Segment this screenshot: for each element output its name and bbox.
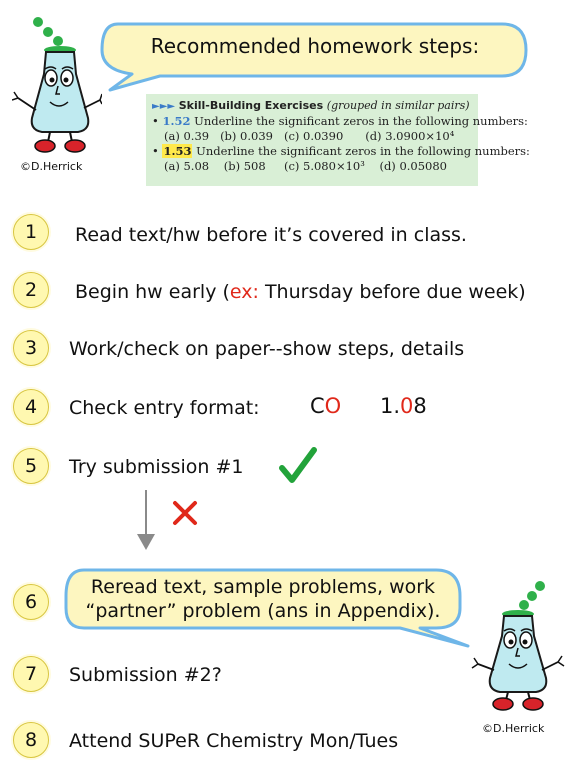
format-example-number: 1.08 bbox=[380, 394, 427, 418]
bottom-bubble-line-2: “partner” problem (ans in Appendix). bbox=[85, 600, 441, 622]
top-bubble-text: Recommended homework steps: bbox=[150, 34, 480, 58]
step-number-7: 7 bbox=[13, 656, 49, 692]
step-number-1: 1 bbox=[13, 214, 49, 250]
triple-arrow-icon: ►►► bbox=[152, 101, 176, 112]
step-text-7: Submission #2? bbox=[69, 664, 222, 686]
check-mark-icon bbox=[278, 446, 318, 484]
excerpt-parts: (a) 5.08 (b) 508 (c) 5.080×10³ (d) 0.05080 bbox=[164, 159, 447, 173]
step-number-8: 8 bbox=[13, 722, 49, 758]
step-text-2: Begin hw early (ex: Thursday before due week) bbox=[75, 281, 526, 303]
excerpt-parts: (a) 0.39 (b) 0.039 (c) 0.0390 (d) 3.0900×10⁴ bbox=[164, 129, 455, 143]
step-text-1: Read text/hw before it’s covered in class. bbox=[75, 224, 467, 246]
down-arrow-icon bbox=[134, 490, 158, 552]
x-mark-icon bbox=[172, 500, 198, 526]
format-example-co: CO bbox=[310, 394, 342, 418]
step-text-5: Try submission #1 bbox=[69, 456, 244, 478]
excerpt-heading: Skill-Building Exercises bbox=[178, 99, 324, 112]
copyright-bottom: ©D.Herrick bbox=[482, 722, 545, 735]
step-number-6: 6 bbox=[13, 584, 49, 620]
step-number-3: 3 bbox=[13, 330, 49, 366]
copyright-top: ©D.Herrick bbox=[20, 160, 83, 173]
excerpt-problem: • 1.53 Underline the significant zeros in the following numbers: bbox=[152, 144, 530, 158]
step-text-4: Check entry format: bbox=[69, 397, 260, 419]
flask-mascot-icon bbox=[470, 578, 566, 718]
step-text-3: Work/check on paper--show steps, details bbox=[69, 338, 465, 360]
textbook-excerpt bbox=[146, 94, 530, 186]
step-number-4: 4 bbox=[13, 389, 49, 425]
excerpt-heading-note: (grouped in similar pairs) bbox=[326, 99, 470, 112]
bottom-bubble-line-1: Reread text, sample problems, work bbox=[90, 576, 436, 598]
step-number-2: 2 bbox=[13, 272, 49, 308]
step-text-8: Attend SUPeR Chemistry Mon/Tues bbox=[69, 730, 399, 752]
flask-mascot-icon bbox=[12, 14, 102, 164]
example-label: ex: bbox=[229, 281, 259, 303]
excerpt-problem: • 1.52 Underline the significant zeros in the following numbers: bbox=[152, 114, 528, 128]
step-number-5: 5 bbox=[13, 448, 49, 484]
